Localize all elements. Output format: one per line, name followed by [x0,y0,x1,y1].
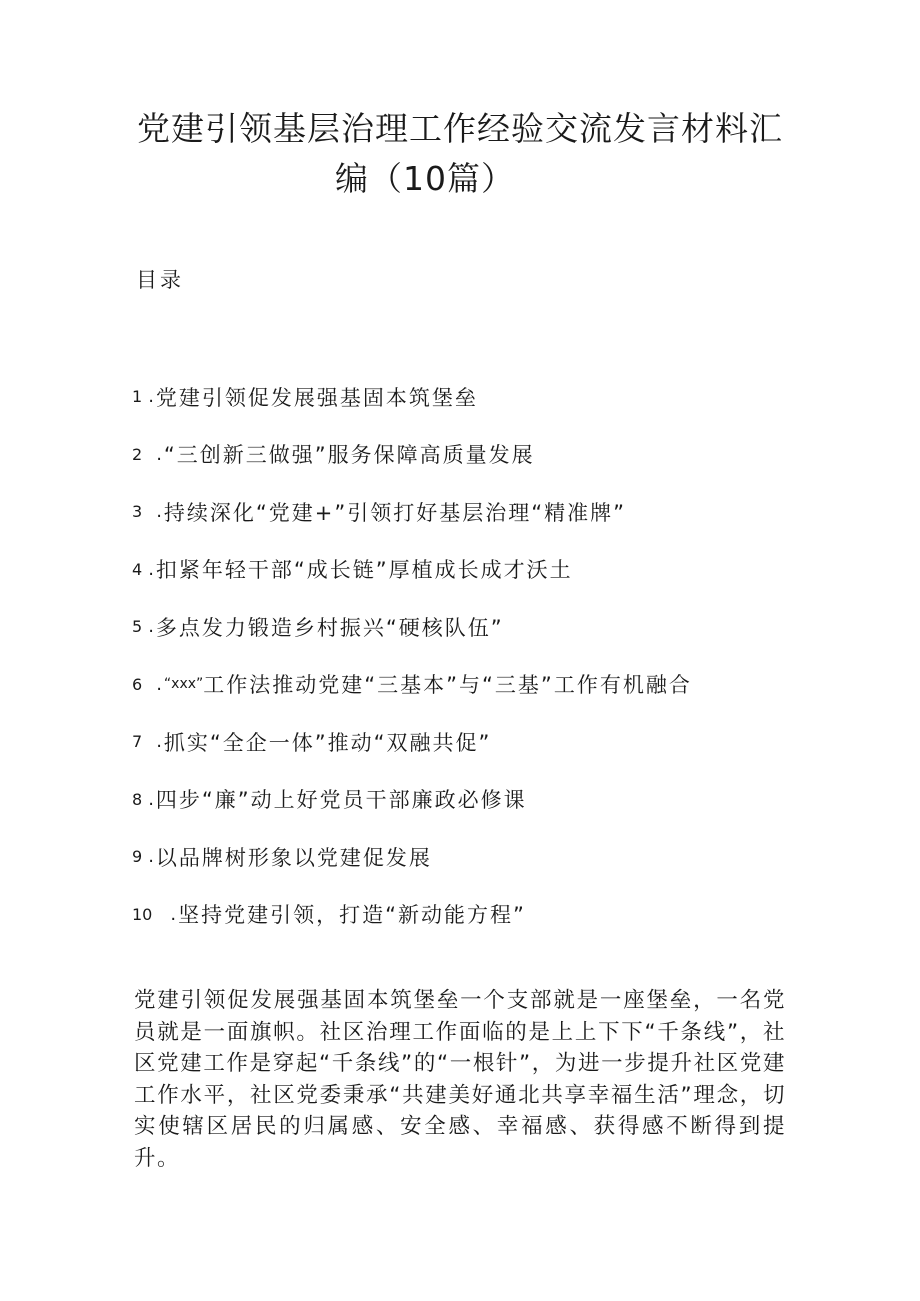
toc-item [132,598,832,656]
toc-item-number: 2 [132,444,143,464]
toc-item-text-prefix: “xxx” [163,676,204,693]
document-title-line-2: 编（10篇） [335,159,515,198]
toc-item [132,828,832,886]
toc-item-separator: . [156,673,162,695]
body-paragraph: 党建引领促发展强基固本筑堡垒一个支部就是一座堡垒，一名党员就是一面旗帜。社区治理工作面临的是上上下下“千条线”，社区党建工作是穿起“千条线”的“一根针”，为进一步提升社区党建工作水平，社区党委秉承“共建美好通北共享幸福生活”理念，切实使辖区居民的归属感、安全感、幸福感、获得感不断得到提升。 [134,988,786,1171]
toc-item-number: 7 [132,732,143,752]
toc-item-text: 持续深化“党建+”引领打好基层治理“精准牌” [163,500,627,525]
toc-item-number: 1 [132,387,143,407]
toc-item-number: 6 [132,674,143,694]
toc-item-separator: . [148,616,154,638]
toc-item [132,656,832,714]
toc-item-separator: . [148,558,154,580]
toc-item-number: 10 [132,904,153,924]
toc-heading: 目录 [136,268,184,292]
toc-item-text: 扣紧年轻干部“成长链”厚植成长成才沃土 [155,558,573,583]
toc-item-text: 工作法推动党建“三基本”与“三基”工作有机融合 [203,673,692,698]
toc-item-number: 5 [132,617,143,637]
toc-item-text: 以品牌树形象以党建促发展 [155,845,432,870]
toc-item-number: 8 [132,789,143,809]
toc-item [132,368,832,426]
toc-item [132,771,832,829]
toc-item [132,541,832,599]
toc-item-separator: . [156,731,162,753]
toc-item-separator: . [148,846,154,868]
toc-item-text: 党建引领促发展强基固本筑堡垒 [155,385,478,410]
toc-item [132,426,832,484]
toc-item-separator: . [156,501,162,523]
document-title-line-1: 党建引领基层治理工作经验交流发言材料汇 [137,109,783,148]
toc-item-text: 抓实“全企一体”推动“双融共促” [163,730,492,755]
toc-item-text: 坚持党建引领，打造“新动能方程” [178,903,526,928]
toc-item-number: 9 [132,847,143,867]
toc-item [132,713,832,771]
toc-item-text: “三创新三做强”服务保障高质量发展 [163,443,535,468]
toc-item-text: 多点发力锻造乡村振兴“硬核队伍” [155,615,504,640]
document-title [110,104,810,204]
toc-item-number: 4 [132,559,143,579]
toc-item-separator: . [170,903,177,925]
toc-item [132,483,832,541]
toc-item-text: 四步“廉”动上好党员干部廉政必修课 [155,788,527,813]
toc-item-separator: . [156,443,162,465]
table-of-contents [132,368,832,943]
toc-item-separator: . [148,788,154,810]
toc-item-number: 3 [132,502,143,522]
toc-item-separator: . [148,386,154,408]
toc-item [132,886,832,944]
